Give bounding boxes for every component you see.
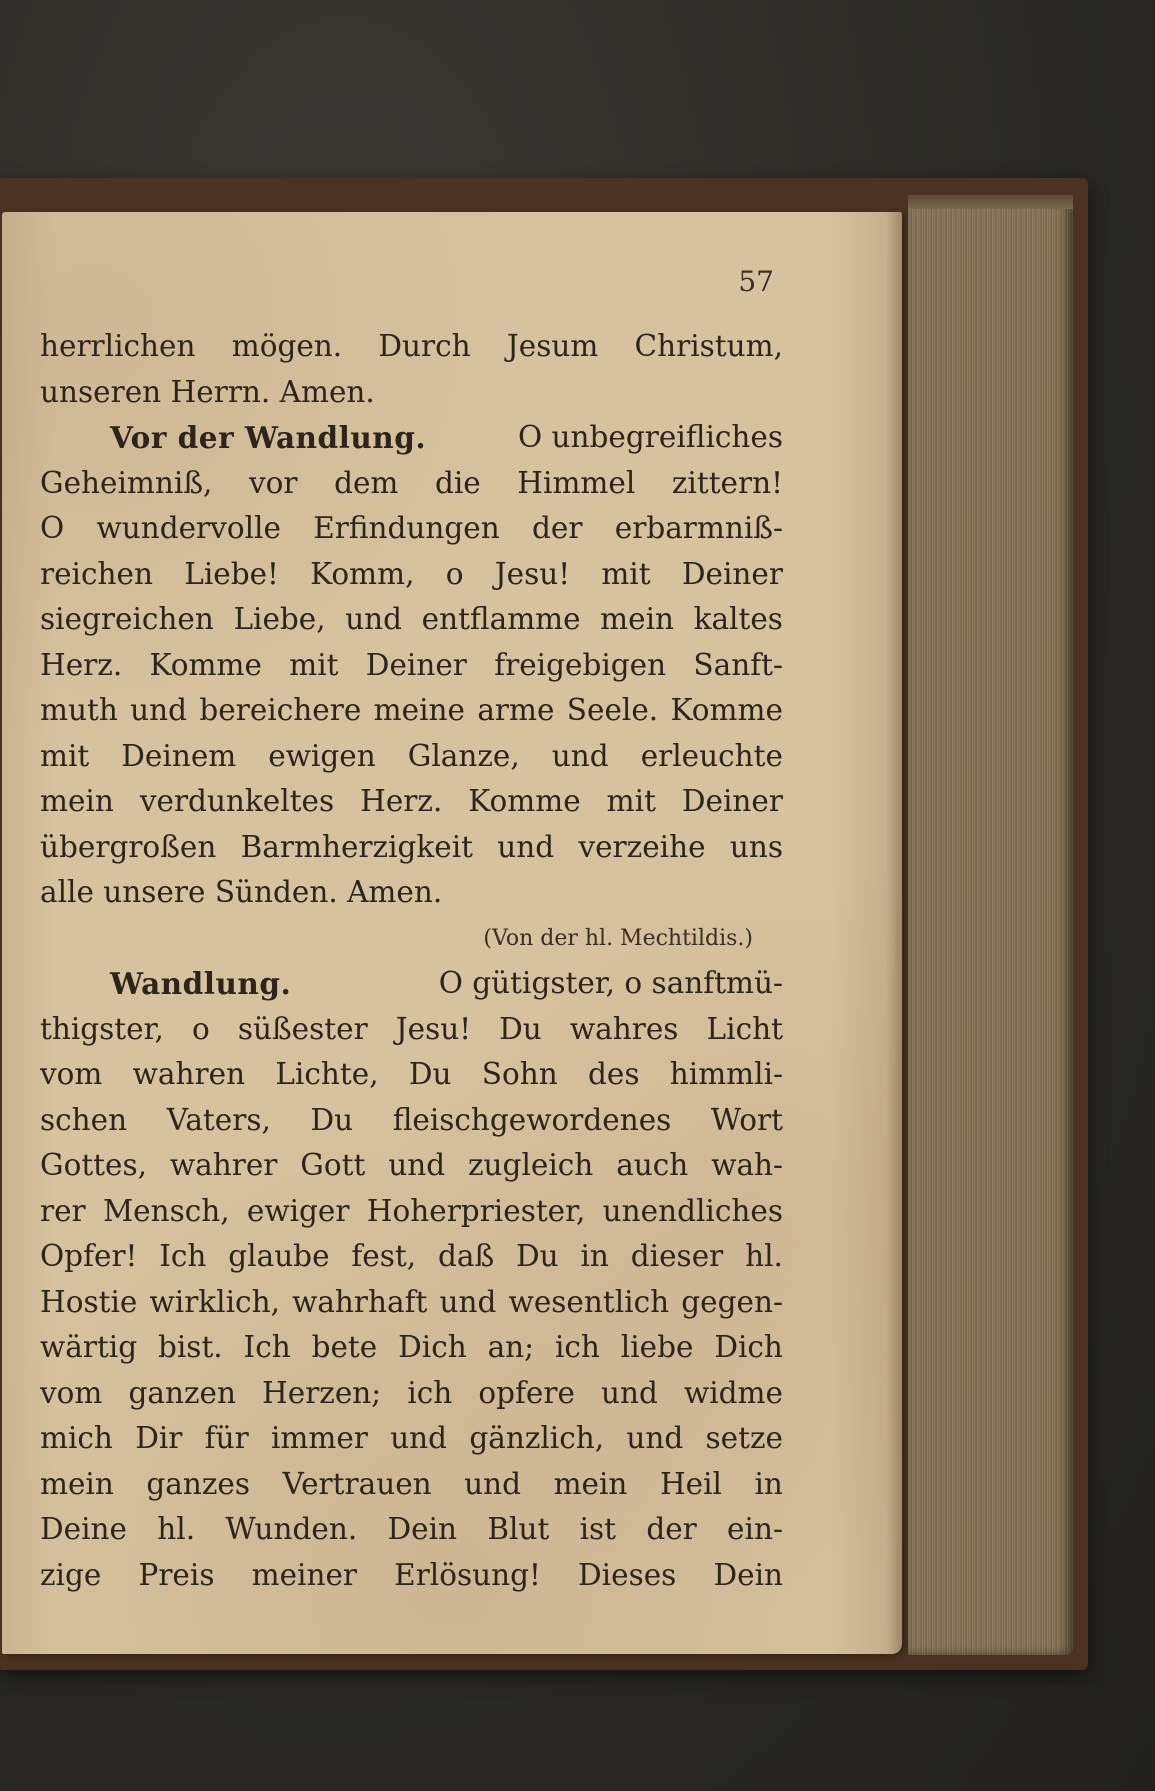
word: und bbox=[601, 1375, 658, 1410]
text-line bbox=[40, 1007, 783, 1053]
word: wahrhaft bbox=[292, 1284, 428, 1319]
word: der bbox=[532, 511, 583, 545]
word: Gottes, bbox=[40, 1148, 148, 1182]
text-line bbox=[40, 461, 783, 507]
word: Herzen; bbox=[262, 1375, 382, 1410]
word: Wunden. bbox=[225, 1512, 358, 1546]
word: Vaters, bbox=[166, 1102, 271, 1137]
text-line bbox=[40, 552, 783, 598]
word: Dich bbox=[714, 1330, 783, 1364]
word: Sanft- bbox=[693, 647, 783, 682]
word: mit bbox=[40, 738, 90, 773]
word: Opfer! bbox=[40, 1239, 138, 1273]
word: Seele. bbox=[566, 693, 659, 727]
word: und bbox=[345, 602, 403, 636]
word: Glanze, bbox=[407, 738, 520, 773]
section-heading: Wandlung. bbox=[110, 966, 292, 1001]
text-line bbox=[40, 1143, 783, 1189]
word: arme bbox=[477, 693, 555, 727]
word: ewiger bbox=[246, 1193, 350, 1228]
text-line bbox=[40, 734, 783, 780]
word: Ich bbox=[159, 1239, 207, 1273]
page-edges bbox=[908, 195, 1073, 1655]
word: schen bbox=[40, 1102, 128, 1137]
page-text bbox=[40, 324, 783, 1598]
word: mein bbox=[40, 1466, 114, 1501]
word: freigebigen bbox=[494, 647, 667, 682]
word: siegreichen bbox=[40, 602, 214, 636]
word: Dich bbox=[398, 1330, 467, 1364]
word: ganzes bbox=[146, 1466, 250, 1501]
word: wah- bbox=[711, 1148, 783, 1182]
word: wärtig bbox=[40, 1330, 138, 1364]
word: ist bbox=[579, 1512, 617, 1546]
word: Barmherzigkeit bbox=[240, 829, 474, 864]
word: übergroßen bbox=[40, 829, 217, 864]
word: ewigen bbox=[268, 738, 376, 773]
word: Komme bbox=[670, 693, 783, 727]
word: ich bbox=[407, 1375, 453, 1410]
word: Dir bbox=[135, 1421, 183, 1455]
word: vom bbox=[40, 1057, 103, 1091]
text-line bbox=[40, 825, 783, 871]
word: Mensch, bbox=[102, 1193, 230, 1228]
word: und bbox=[551, 738, 609, 773]
word: daß bbox=[437, 1239, 495, 1273]
word: mich bbox=[40, 1421, 113, 1455]
word: hl. bbox=[157, 1512, 196, 1546]
word: Komme bbox=[468, 784, 581, 818]
word: verzeihe bbox=[578, 829, 706, 864]
word: mein bbox=[600, 602, 675, 636]
word: unendliches bbox=[602, 1193, 783, 1228]
word: vor bbox=[248, 465, 298, 500]
word: mit bbox=[601, 556, 651, 591]
text-line bbox=[40, 1507, 783, 1553]
word: Christum, bbox=[634, 329, 783, 363]
page-edges-top bbox=[908, 195, 1073, 209]
word: auch bbox=[616, 1148, 689, 1182]
word: himmli- bbox=[669, 1057, 783, 1091]
word: mit bbox=[606, 784, 656, 818]
word: ein- bbox=[727, 1512, 783, 1546]
word: Himmel bbox=[517, 465, 636, 500]
word: o bbox=[191, 1011, 210, 1046]
word: bete bbox=[311, 1330, 378, 1364]
word: und bbox=[390, 1421, 448, 1455]
word: zige bbox=[40, 1557, 102, 1592]
word: Erfindungen bbox=[313, 511, 500, 545]
word: meiner bbox=[251, 1557, 358, 1592]
word: Hostie bbox=[40, 1284, 138, 1319]
word: muth bbox=[40, 693, 118, 727]
page-gutter-shadow bbox=[886, 212, 908, 1654]
word: und bbox=[130, 693, 188, 727]
word: und bbox=[464, 1466, 522, 1501]
word: Jesu! bbox=[395, 1011, 472, 1046]
text-line bbox=[40, 597, 783, 643]
word: fleischgewordenes bbox=[392, 1102, 672, 1137]
word: wirklich, bbox=[149, 1284, 280, 1319]
word: thigster, bbox=[40, 1011, 164, 1046]
word: wesentlich bbox=[508, 1284, 670, 1319]
word: Jesu! bbox=[494, 556, 571, 591]
word: Liebe! bbox=[184, 556, 279, 591]
word: in bbox=[580, 1239, 609, 1273]
line-text: unseren Herrn. Amen. bbox=[40, 374, 375, 409]
word: Ich bbox=[243, 1330, 291, 1364]
word: Liebe, bbox=[233, 602, 326, 636]
word: und bbox=[439, 1284, 497, 1319]
word: Du bbox=[310, 1102, 354, 1137]
word: Dein bbox=[713, 1557, 783, 1592]
word: Blut bbox=[487, 1512, 550, 1546]
text-line bbox=[40, 779, 783, 825]
word: gänzlich, bbox=[469, 1421, 605, 1455]
word: o bbox=[445, 556, 464, 591]
word: herrlichen bbox=[40, 329, 196, 363]
text-line bbox=[40, 1098, 783, 1144]
text-line bbox=[40, 1553, 783, 1599]
text-line bbox=[40, 1052, 783, 1098]
word: Herz. bbox=[360, 784, 443, 818]
line-text: alle unsere Sünden. Amen. bbox=[40, 875, 443, 909]
word: Vertrauen bbox=[282, 1466, 432, 1501]
text-line bbox=[40, 1371, 783, 1417]
word: Dein bbox=[387, 1512, 458, 1546]
word: Heil bbox=[659, 1466, 722, 1501]
word: Jesum bbox=[506, 329, 599, 363]
word: entflamme bbox=[421, 602, 581, 636]
word: bist. bbox=[157, 1330, 223, 1364]
word: Sohn bbox=[481, 1057, 558, 1091]
word: bereichere bbox=[199, 693, 362, 727]
word: rer bbox=[40, 1193, 86, 1228]
word: und bbox=[388, 1148, 446, 1182]
word: mit bbox=[289, 647, 339, 682]
word: opfere bbox=[478, 1375, 575, 1410]
word: und bbox=[626, 1421, 684, 1455]
word: O bbox=[40, 511, 65, 545]
word: an; bbox=[487, 1330, 535, 1364]
word: Deiner bbox=[365, 647, 467, 682]
word: Du bbox=[408, 1057, 452, 1091]
text-line bbox=[40, 370, 783, 416]
word: Gott bbox=[300, 1148, 366, 1182]
word: fest, bbox=[351, 1239, 417, 1273]
text-line bbox=[40, 1189, 783, 1235]
word: mein bbox=[553, 1466, 628, 1501]
word: erleuchte bbox=[640, 738, 783, 773]
line-text: O unbegreifliches bbox=[517, 420, 783, 454]
word: ganzen bbox=[128, 1375, 236, 1410]
source-text: (Von der hl. Mechtildis.) bbox=[483, 925, 753, 951]
source-attribution bbox=[40, 916, 783, 962]
text-line bbox=[40, 506, 783, 552]
word: Du bbox=[499, 1011, 542, 1046]
text-line bbox=[40, 1416, 783, 1462]
word: wahrer bbox=[169, 1148, 278, 1182]
word: Lichte, bbox=[275, 1057, 379, 1091]
text-line bbox=[40, 415, 783, 461]
word: verdunkeltes bbox=[139, 784, 335, 818]
word: Deiner bbox=[681, 784, 783, 818]
word: wundervolle bbox=[96, 511, 281, 545]
word: Erlösung! bbox=[394, 1557, 541, 1592]
word: in bbox=[754, 1466, 783, 1501]
text-line bbox=[40, 688, 783, 734]
text-line bbox=[40, 1280, 783, 1326]
word: Wort bbox=[710, 1102, 783, 1137]
word: Komme bbox=[149, 647, 262, 682]
line-text: O gütigster, o sanftmü- bbox=[438, 966, 783, 1000]
word: mein bbox=[40, 784, 114, 818]
word: kaltes bbox=[693, 602, 783, 636]
word: Du bbox=[516, 1239, 559, 1273]
word: wahres bbox=[569, 1011, 679, 1046]
section-heading: Vor der Wandlung. bbox=[110, 420, 427, 455]
word: mögen. bbox=[231, 329, 343, 363]
word: glaube bbox=[228, 1239, 330, 1273]
text-line bbox=[40, 1462, 783, 1508]
word: wahren bbox=[132, 1057, 246, 1091]
word: Deiner bbox=[681, 556, 783, 591]
word: widme bbox=[683, 1375, 783, 1410]
word: uns bbox=[729, 829, 783, 864]
word: süßester bbox=[237, 1011, 368, 1046]
word: der bbox=[646, 1512, 697, 1546]
word: Komm, bbox=[310, 556, 415, 591]
word: dieser bbox=[630, 1239, 724, 1273]
word: reichen bbox=[40, 556, 153, 591]
word: Durch bbox=[378, 329, 471, 363]
word: Geheimniß, bbox=[40, 465, 213, 500]
word: liebe bbox=[620, 1330, 694, 1364]
text-line bbox=[40, 870, 783, 916]
word: meine bbox=[373, 693, 465, 727]
word: zittern! bbox=[671, 465, 783, 500]
word: ich bbox=[554, 1330, 600, 1364]
text-line bbox=[40, 1234, 783, 1280]
word: Dieses bbox=[578, 1557, 677, 1592]
word: vom bbox=[40, 1375, 103, 1410]
word: immer bbox=[270, 1421, 368, 1455]
word: für bbox=[204, 1421, 249, 1455]
word: Licht bbox=[706, 1011, 783, 1046]
book-page bbox=[2, 212, 902, 1654]
page-number: 57 bbox=[738, 265, 774, 298]
text-line bbox=[40, 324, 783, 370]
word: dem bbox=[334, 465, 399, 500]
word: Hoherpriester, bbox=[366, 1193, 586, 1228]
word: die bbox=[434, 465, 481, 500]
word: erbarmniß- bbox=[614, 511, 783, 545]
word: gegen- bbox=[681, 1284, 783, 1319]
word: hl. bbox=[745, 1239, 783, 1273]
text-line bbox=[40, 643, 783, 689]
word: Herz. bbox=[40, 647, 123, 682]
word: zugleich bbox=[468, 1148, 594, 1182]
text-line bbox=[40, 961, 783, 1007]
word: setze bbox=[705, 1421, 783, 1455]
word: Preis bbox=[138, 1557, 215, 1592]
word: und bbox=[497, 829, 555, 864]
word: Deinem bbox=[121, 738, 237, 773]
word: Deine bbox=[40, 1512, 128, 1546]
word: des bbox=[588, 1057, 640, 1091]
text-line bbox=[40, 1325, 783, 1371]
